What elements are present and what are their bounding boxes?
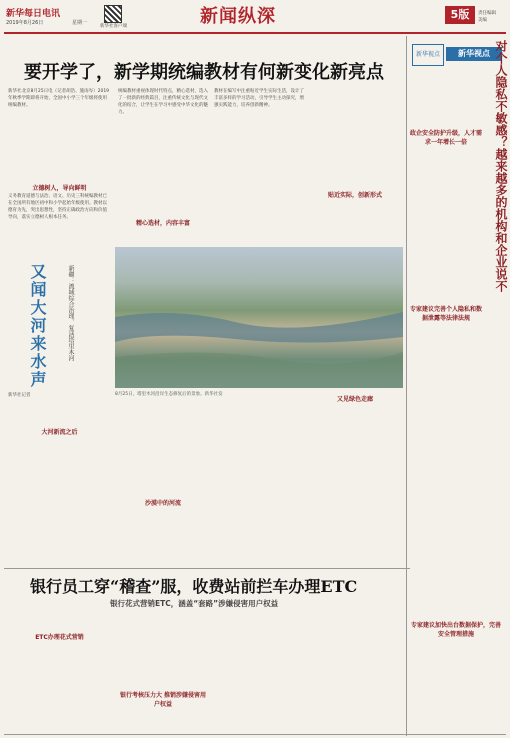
subhead-1: 立德树人，导向鲜明 — [32, 185, 87, 192]
col1-text: 义务教育道德与法治、语文、历史三科统编教材已在全国所有地区初中和小学起始年级使用。教材以德育为先，突出思想性，坚持正确政治方向和价值导向，落实立德树人根本任务。 — [8, 194, 107, 220]
header-rule — [4, 32, 506, 34]
issue-weekday: 星期一 — [72, 20, 88, 26]
designer-label: 美编 — [478, 18, 487, 23]
section-title: 新闻纵深 — [200, 6, 276, 27]
subhead-2: 精心选材，内容丰富 — [135, 220, 190, 227]
column-divider — [406, 36, 407, 736]
page-editor — [478, 10, 496, 24]
river-photo-svg — [115, 247, 403, 388]
feature-subhead-1: 大河新流之后 — [41, 429, 78, 436]
sidebar-box-title: 新华视点 — [446, 47, 502, 61]
bottom-subhead-2: 银行考核压力大 推销涉嫌侵害用户权益 — [119, 692, 207, 708]
qr-label: 新华社客户端 — [100, 24, 127, 29]
col2-text: 统编教材重视体现时代特点，精心选材，选入了一批新的经典篇目，注重传统文化与现代文化的结合，让学生在学习中感受中华文化的魅力。 — [118, 89, 208, 115]
sidebar-subhead-2: 专家建议完善个人隐私和数据泄露等法律法规 — [410, 306, 483, 322]
publication-name: 新华每日电讯 — [6, 9, 61, 19]
bottom-rule — [4, 734, 506, 735]
sidebar-subhead-3: 专家建议加快出台数据保护，完善安全管理措施 — [410, 622, 501, 638]
section-divider — [4, 568, 410, 569]
feature-subhead-2: 沙漠中的河流 — [144, 500, 181, 507]
page-number-badge: 5版 — [445, 6, 475, 24]
xinhua-logo-icon: 新华视点 — [412, 44, 444, 66]
subhead-3: 贴近实际，创新形式 — [327, 192, 382, 199]
bottom-headline: 银行员工穿“稽查”服，收费站前拦车办理ETC — [30, 577, 358, 596]
feature-subhead-3: 又见绿色走廊 — [336, 396, 373, 403]
feature-subtitle: 新疆：流域综合治理、复活塔里木河 — [67, 265, 74, 361]
editor-label: 责任编辑 — [478, 11, 496, 16]
sidebar-vertical-title: 对个人隐私不敏感？越来越多的机构和企业说不 — [494, 40, 508, 292]
bottom-subheadline: 银行花式营销ETC，涵盖“套路”涉嫌侵害用户权益 — [110, 599, 279, 608]
feature-byline: 新华社记者 — [8, 393, 31, 398]
feature-title: 又闻大河来水声 — [28, 263, 47, 389]
main-lead-text: 新华社北京8月25日电（记者胡浩、施雨岑）2019年秋季学期即将开始，全国中小学三个年级将使用统编教材。 — [8, 89, 110, 108]
issue-date: 2019年8月26日 — [6, 20, 44, 26]
sidebar-subhead-1: 政企安全防护升级，人才需求一年增长一倍 — [410, 130, 483, 146]
river-photo — [115, 247, 403, 388]
bottom-subhead-1: ETC办理花式营销 — [35, 634, 84, 641]
photo-caption: 8月25日，塔里木河沿岸生态修复后的景象。新华社发 — [115, 392, 223, 397]
qr-code-icon — [104, 5, 122, 23]
main-headline: 要开学了，新学期统编教材有何新变化新亮点 — [24, 62, 384, 83]
col3-text: 教材在编写中注重贴近学生实际生活，设计了丰富多样的学习活动，引导学生主动探究，增强实践能力，培养创新精神。 — [214, 89, 304, 108]
